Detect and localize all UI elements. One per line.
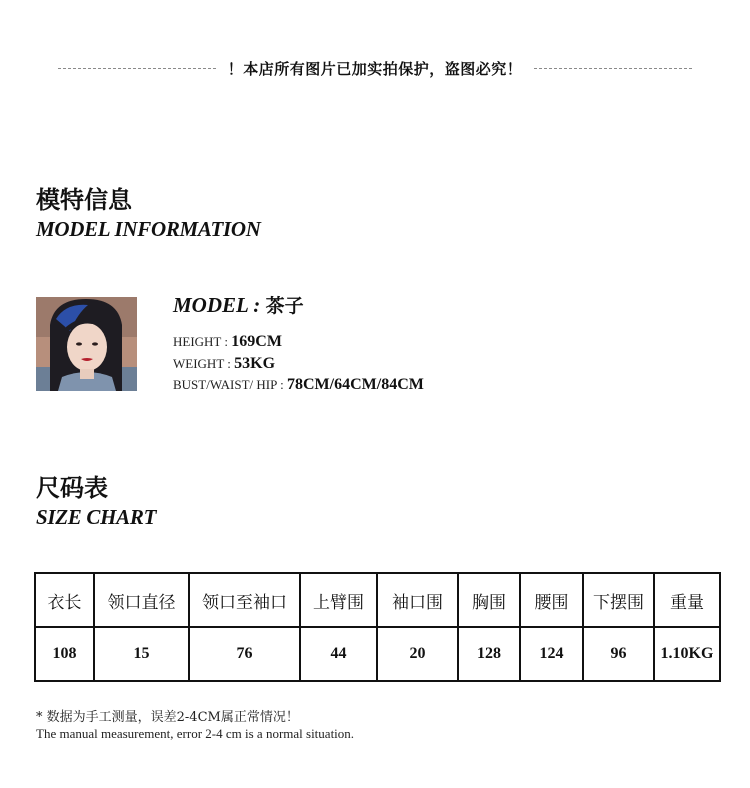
size-section-title-en: SIZE CHART — [36, 505, 157, 529]
header-cell: 下摆围 — [583, 573, 654, 627]
copyright-notice-text: ！本店所有图片已加实拍保护，盗图必究！ — [227, 59, 523, 78]
model-weight-label: WEIGHT : — [173, 356, 235, 371]
value-cell: 108 — [35, 627, 94, 681]
value-cell: 20 — [377, 627, 458, 681]
model-name-value: 茶子 — [265, 295, 304, 317]
header-cell: 胸围 — [458, 573, 520, 627]
model-height-value: 169CM — [231, 333, 282, 350]
header-cell: 衣长 — [35, 573, 94, 627]
model-name-label: MODEL : — [173, 293, 266, 317]
copyright-notice — [0, 56, 750, 80]
value-cell: 1.10KG — [654, 627, 720, 681]
measurement-note-cn: * 数据为手工测量，误差2-4CM属正常情况！ — [36, 710, 299, 725]
header-cell: 上臂围 — [300, 573, 377, 627]
size-chart-value-row — [35, 627, 720, 681]
model-name — [173, 291, 304, 318]
model-measurements-label: BUST/WAIST/ HIP : — [173, 377, 287, 392]
value-cell: 44 — [300, 627, 377, 681]
model-section-title-cn: 模特信息 — [36, 186, 132, 214]
measurement-note-en: The manual measurement, error 2-4 cm is a normal situation. — [36, 726, 355, 741]
model-weight-value: 53KG — [234, 355, 276, 372]
value-cell: 124 — [520, 627, 583, 681]
size-chart-table — [34, 572, 721, 682]
size-section-title-cn: 尺码表 — [36, 474, 108, 502]
value-cell: 128 — [458, 627, 520, 681]
value-cell: 96 — [583, 627, 654, 681]
model-photo — [36, 297, 137, 391]
model-height — [173, 333, 282, 351]
size-chart-header-row — [35, 573, 720, 627]
header-cell: 腰围 — [520, 573, 583, 627]
model-weight — [173, 355, 275, 373]
model-measurements — [173, 376, 424, 394]
header-cell: 重量 — [654, 573, 720, 627]
model-portrait-image — [36, 297, 137, 391]
right-dashed-divider — [534, 68, 692, 69]
header-cell: 领口直径 — [94, 573, 189, 627]
header-cell: 袖口围 — [377, 573, 458, 627]
model-section-title-en: MODEL INFORMATION — [36, 217, 261, 241]
value-cell: 76 — [189, 627, 300, 681]
value-cell: 15 — [94, 627, 189, 681]
left-dashed-divider — [58, 68, 216, 69]
header-cell: 领口至袖口 — [189, 573, 300, 627]
model-measurements-value: 78CM/64CM/84CM — [287, 376, 424, 393]
model-height-label: HEIGHT : — [173, 334, 232, 349]
